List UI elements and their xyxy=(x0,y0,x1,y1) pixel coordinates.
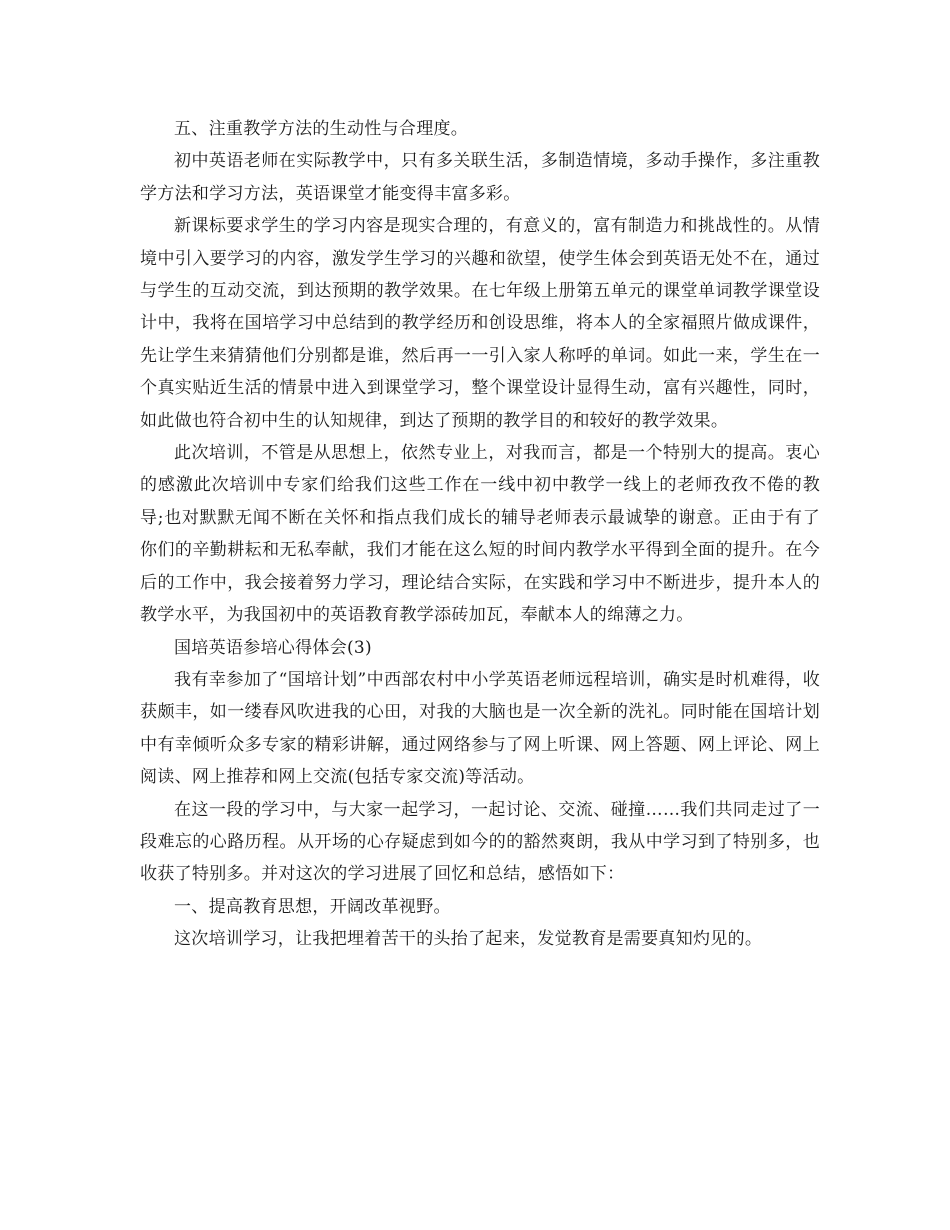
section-heading-1: 一、提高教育思想，开阔改革视野。 xyxy=(174,896,451,917)
paragraph: 我有幸参加了“国培计划”中西部农村中小学英语老师远程培训，确实是时机难得，收获颇丰，如一缕春风吹进我的心田，对我的大脑也是一次全新的洗礼。同时能在国培计划中有幸倾听众多专家的精彩讲解，通过网络参与了网上听课、网上答题、网上评论、网上阅读、网上推荐和网上交流(包括专家交流)等活动。 xyxy=(140,669,820,788)
document-body xyxy=(140,113,820,956)
section-heading-5: 五、注重教学方法的生动性与合理度。 xyxy=(174,119,469,139)
article-title: 国培英语参培心得体会(3) xyxy=(174,637,372,658)
paragraph: 初中英语老师在实际教学中，只有多关联生活，多制造情境，多动手操作，多注重教学方法和学习方法，英语课堂才能变得丰富多彩。 xyxy=(140,151,820,204)
paragraph: 新课标要求学生的学习内容是现实合理的，有意义的，富有制造力和挑战性的。从情境中引入要学习的内容，激发学生学习的兴趣和欲望，使学生体会到英语无处不在，通过与学生的互动交流，到达预期的教学效果。在七年级上册第五单元的课堂单词教学课堂设计中，我将在国培学习中总结到的教学经历和创设思维，将本人的全家福照片做成课件，先让学生来猜猜他们分别都是谁，然后再一一引入家人称呼的单词。如此一来，学生在一个真实贴近生活的情景中进入到课堂学习，整个课堂设计显得生动，富有兴趣性，同时，如此做也符合初中生的认知规律，到达了预期的教学目的和较好的教学效果。 xyxy=(140,216,820,431)
paragraph: 此次培训，不管是从思想上，依然专业上，对我而言，都是一个特别大的提高。衷心的感激此次培训中专家们给我们这些工作在一线中初中教学一线上的老师孜孜不倦的教导;也对默默无闻不断在关怀和指点我们成长的辅导老师表示最诚挚的谢意。正由于有了你们的辛勤耕耘和无私奉献，我们才能在这么短的时间内教学水平得到全面的提升。在今后的工作中，我会接着努力学习，理论结合实际，在实践和学习中不断进步，提升本人的教学水平，为我国初中的英语教育教学添砖加瓦，奉献本人的绵薄之力。 xyxy=(140,443,820,626)
paragraph: 这次培训学习，让我把埋着苦干的头抬了起来，发觉教育是需要真知灼见的。 xyxy=(174,929,763,950)
paragraph: 在这一段的学习中，与大家一起学习，一起讨论、交流、碰撞……我们共同走过了一段难忘的心路历程。从开场的心存疑虑到如今的的豁然爽朗，我从中学习到了特别多，也收获了特别多。并对这次的学习进展了回忆和总结，感悟如下： xyxy=(140,799,820,885)
